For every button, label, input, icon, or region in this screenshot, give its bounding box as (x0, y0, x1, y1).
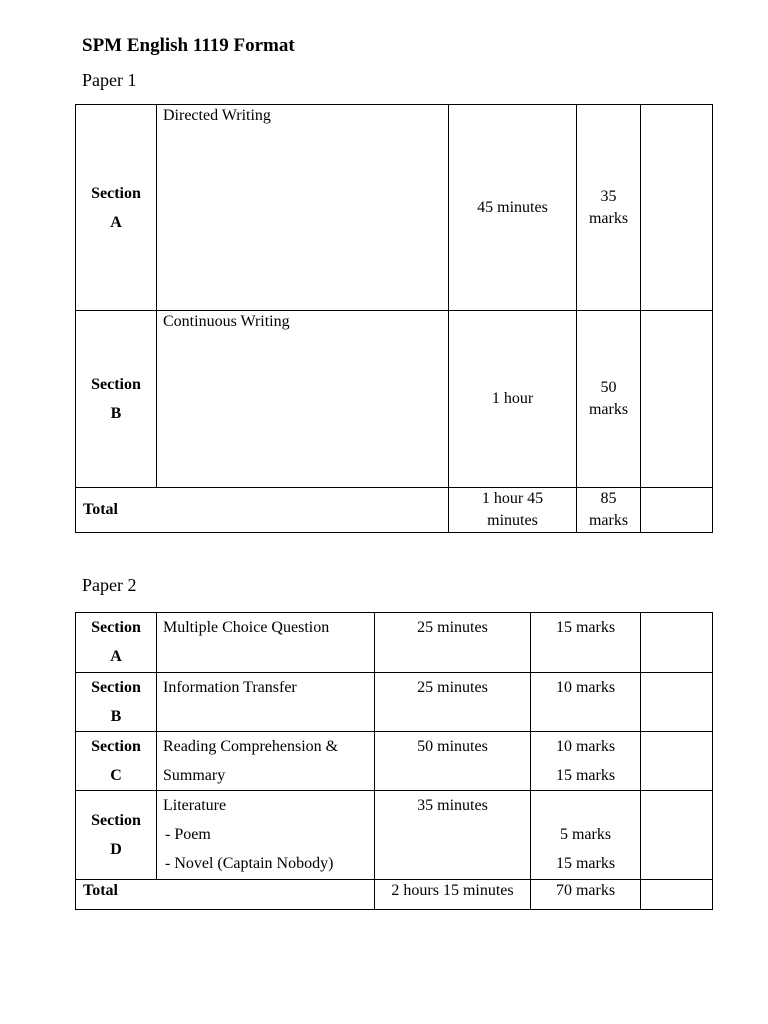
marks-line-empty (531, 791, 640, 820)
section-label: Section (91, 184, 141, 202)
total-label: Total (76, 880, 375, 910)
paper2-heading: Paper 2 (82, 575, 137, 595)
task-cell (157, 791, 375, 880)
section-cell (76, 613, 157, 673)
paper1-table (75, 104, 713, 533)
marks-cell (531, 732, 641, 791)
paper2-row-section-b (76, 673, 713, 732)
time-cell: 50 minutes (375, 732, 531, 791)
section-label: Section (91, 738, 141, 755)
paper2-row-section-c (76, 732, 713, 791)
marks-cell (531, 791, 641, 880)
document-title: SPM English 1119 Format (82, 35, 295, 56)
section-cell (76, 791, 157, 880)
section-letter: A (110, 213, 122, 231)
section-letter: B (110, 708, 122, 725)
blank-cell (641, 105, 713, 311)
marks-unit: marks (588, 401, 629, 418)
task-line: Summary (163, 767, 226, 784)
time-cell: 25 minutes (375, 673, 531, 732)
section-letter: B (110, 405, 122, 422)
marks-number: 50 (600, 379, 617, 396)
time-line: 1 hour 45 (481, 490, 544, 507)
task-line: Literature (163, 797, 227, 814)
section-cell (76, 673, 157, 732)
time-cell: 45 minutes (449, 105, 577, 311)
blank-cell (641, 673, 713, 732)
task-cell: Continuous Writing (157, 311, 449, 488)
marks-cell (577, 105, 641, 311)
section-label: Section (91, 679, 141, 696)
paper1-row-total (76, 488, 713, 533)
marks-unit: marks (588, 209, 629, 227)
paper2-table (75, 612, 713, 910)
blank-cell (641, 880, 713, 910)
paper2-row-section-a (76, 613, 713, 673)
blank-cell (641, 732, 713, 791)
blank-cell (641, 311, 713, 488)
marks-cell (577, 488, 641, 533)
section-cell (76, 105, 157, 311)
section-label: Section (91, 812, 141, 829)
paper1-row-section-a (76, 105, 713, 311)
task-cell: Multiple Choice Question (157, 613, 375, 673)
blank-cell (641, 613, 713, 673)
time-cell (449, 488, 577, 533)
blank-cell (641, 488, 713, 533)
time-cell: 25 minutes (375, 613, 531, 673)
section-letter: C (110, 767, 122, 784)
time-cell: 1 hour (449, 311, 577, 488)
section-label: Section (91, 376, 141, 393)
section-letter: A (110, 648, 122, 665)
task-line: - Novel (Captain Nobody) (165, 855, 334, 872)
time-cell: 35 minutes (375, 791, 531, 880)
marks-cell: 10 marks (531, 673, 641, 732)
task-cell: Information Transfer (157, 673, 375, 732)
marks-line: 10 marks (555, 738, 616, 755)
marks-cell (577, 311, 641, 488)
paper2-row-section-d (76, 791, 713, 880)
marks-unit: marks (588, 512, 629, 529)
task-cell (157, 732, 375, 791)
blank-cell (641, 791, 713, 880)
section-cell (76, 732, 157, 791)
marks-line: 15 marks (555, 855, 616, 872)
marks-line: 5 marks (559, 826, 612, 843)
task-line: Reading Comprehension & (163, 738, 339, 755)
task-cell: Directed Writing (157, 105, 449, 311)
marks-number: 35 (600, 187, 617, 205)
marks-cell: 70 marks (531, 880, 641, 910)
marks-cell: 15 marks (531, 613, 641, 673)
task-line: - Poem (165, 826, 211, 843)
section-label: Section (91, 619, 141, 636)
marks-line: 15 marks (555, 767, 616, 784)
paper1-row-section-b (76, 311, 713, 488)
marks-number: 85 (600, 490, 617, 507)
total-label: Total (76, 488, 449, 533)
paper2-row-total (76, 880, 713, 910)
time-cell: 2 hours 15 minutes (375, 880, 531, 910)
time-line: minutes (487, 512, 538, 529)
paper1-heading: Paper 1 (82, 70, 137, 90)
section-cell (76, 311, 157, 488)
section-letter: D (110, 841, 122, 858)
